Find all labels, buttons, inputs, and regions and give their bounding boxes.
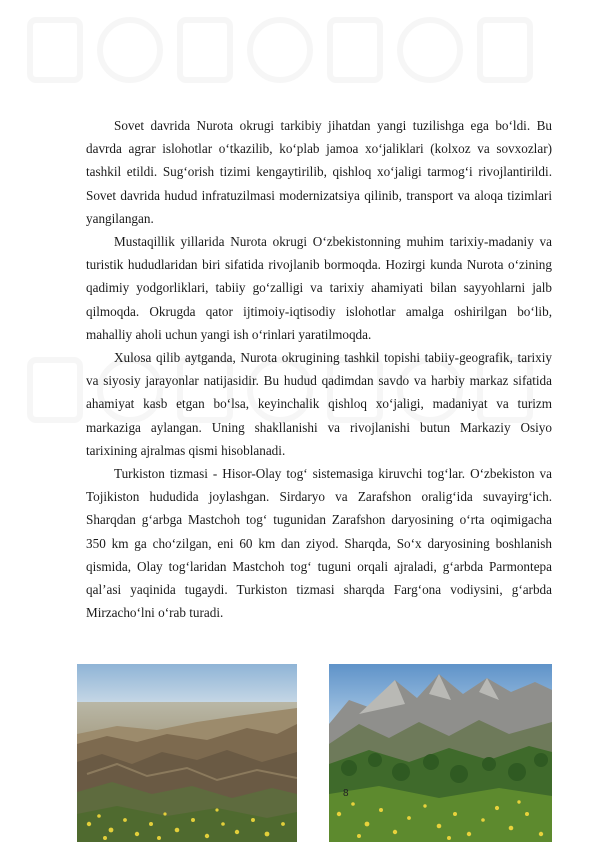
page-number: 8 bbox=[343, 788, 349, 799]
paragraph-turkestan-range: Turkiston tizmasi - Hisor-Olay tog‘ sistemasiga kiruvchi tog‘lar. O‘zbekiston va Tojikiston hududida joylashgan. Sirdaryo va Zarafshon oralig‘ida suvayirg‘ich. Sharqdan g‘arbga Mastchoh tog‘ tugunidan Zarafshon daryosining o‘rta oqimigacha 350 km ga cho‘zilgan, eni 60 km dan ziyod. Sharqda, So‘x daryosining boshlanish qismida, Olay tog‘laridan Mastchoh tog‘ tuguni orqali ajraladi, g‘arbda Parmontepa qal’asi yaqinida tugaydi. Turkiston tizmasi sharqda Farg‘ona vodiysini, g‘arbda Mirzacho‘lni o‘rab turadi. bbox=[86, 466, 552, 621]
paragraph-soviet-period: Sovet davrida Nurota okrugi tarkibiy jihatdan yangi tuzilishga ega bo‘ldi. Bu davrda agrar islohotlar o‘tkazilib, ko‘plab jamoa xo‘jaliklari (kolxoz va sovxozlar) tashkil etildi. Sug‘orish tizimi kengaytirilib, qishloq xo‘jaligi tarmog‘i rivojlantirildi. Sovet davrida hudud infratuzilmasi modernizatsiya qilinib, transport va aloqa tizimlari yangilangan. bbox=[86, 118, 552, 226]
document-body bbox=[86, 114, 552, 624]
paragraph-conclusion: Xulosa qilib aytganda, Nurota okrugining tashkil topishi tabiiy-geografik, tarixiy va siyosiy jarayonlar natijasidir. Bu hudud qadimdan savdo va harbiy markaz sifatida ahamiyat kasb etgan bo‘lsa, keyinchalik qishloq xo‘jaligi, madaniyat va turizm markaziga aylangan. Uning shakllanishi va rivojlanishi butun Markaziy Osiyo tarixining ajralmas qismi hisoblanadi. bbox=[86, 350, 552, 458]
photo-arid-mountains bbox=[77, 664, 297, 842]
photo-rocky-peaks bbox=[329, 664, 552, 842]
paragraph-independence-period: Mustaqillik yillarida Nurota okrugi O‘zbekistonning muhim tarixiy-madaniy va turistik hududlaridan biri sifatida rivojlanib bormoqda. Hozirgi kunda Nurota o‘zining qadimiy yodgorliklari, tabiiy go‘zalligi va tarixiy ahamiyati bilan sayyohlarni jalb qilmoqda. Okrugda qator ijtimoiy-iqtisodiy islohotlar amalga oshirilgan bo‘lib, mahalliy aholi uchun yangi ish o‘rinlari yaratilmoqda. bbox=[86, 234, 552, 342]
